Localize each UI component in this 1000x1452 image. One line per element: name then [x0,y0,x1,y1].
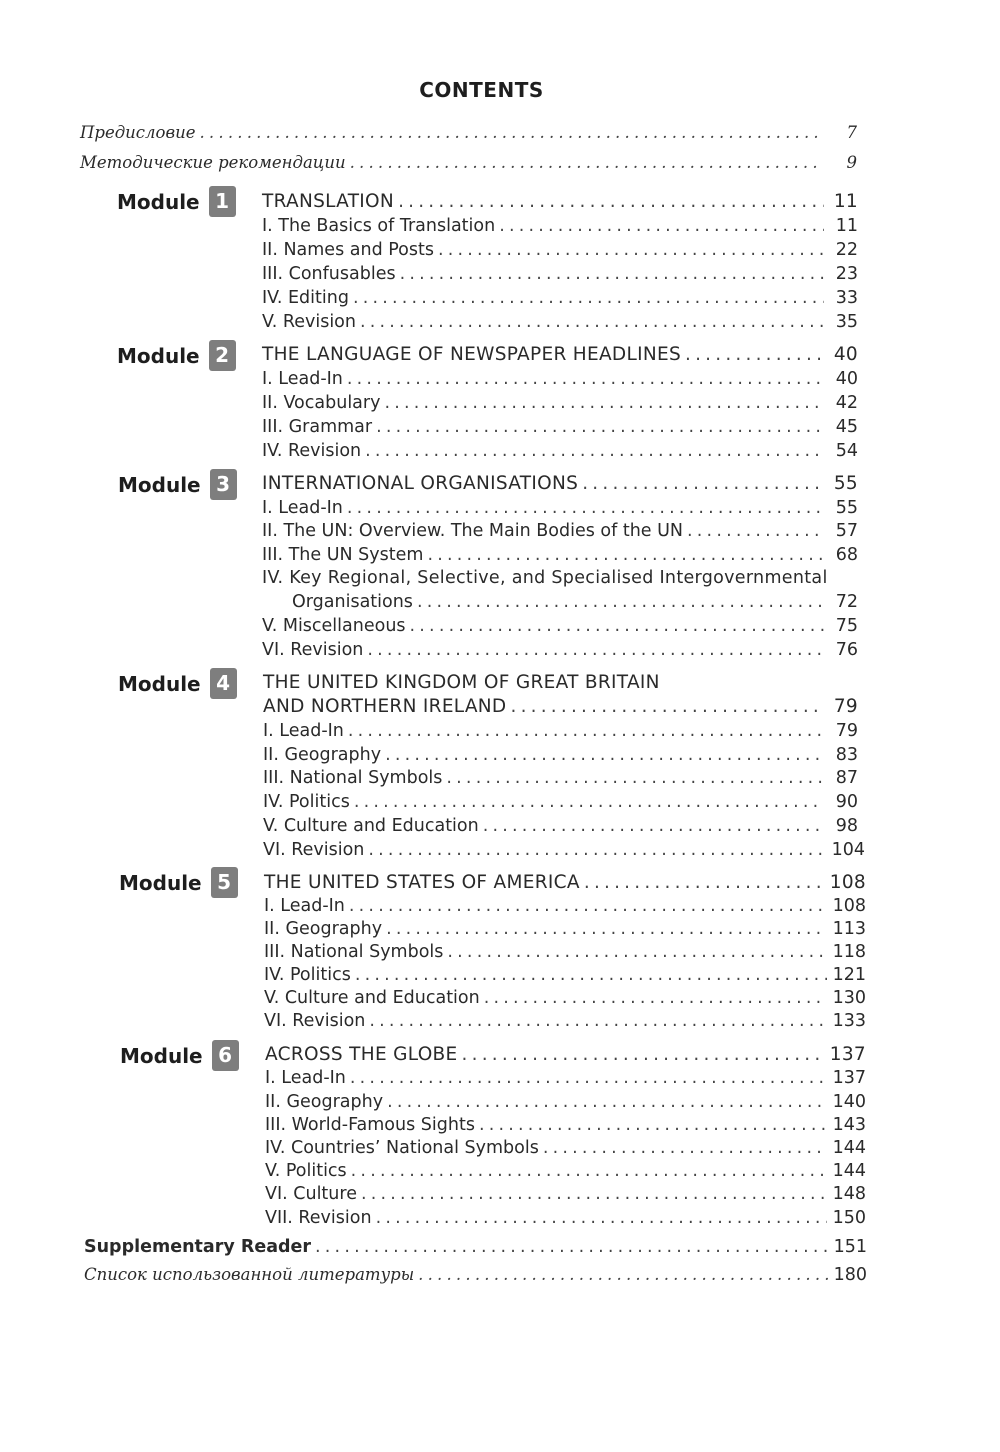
toc-entry-label: IV. Politics [264,965,351,985]
dot-leader [385,744,824,766]
toc-entry-page: 113 [832,919,866,939]
dot-leader [348,720,824,742]
toc-entry[interactable] [263,744,858,766]
toc-entry[interactable] [265,1160,866,1182]
toc-entry-page: 148 [832,1184,866,1204]
toc-entry-page: 144 [832,1161,866,1181]
section-page: 137 [829,1044,866,1065]
dot-leader [418,1264,827,1286]
toc-entry-page: 98 [835,816,858,836]
toc-entry-page: 45 [835,417,858,437]
toc-entry-page: 54 [835,441,858,461]
dot-leader [376,1207,827,1229]
module-4-title-line1: THE UNITED KINGDOM OF GREAT BRITAIN [263,672,660,693]
toc-entry-page: 57 [835,521,858,541]
dot-leader [369,1010,826,1032]
toc-entry-label: II. Vocabulary [262,393,381,413]
toc-entry[interactable] [262,392,858,414]
toc-entry-label: VI. Revision [262,640,364,660]
toc-entry-label: I. Lead-In [264,896,345,916]
toc-entry-page: 143 [832,1115,866,1135]
dot-leader [199,122,823,144]
dot-leader [398,191,824,213]
section-page: 108 [829,872,866,893]
toc-entry[interactable] [265,1137,866,1159]
toc-entry-label: I. Lead-In [262,498,343,518]
toc-entry[interactable] [265,1183,866,1205]
module-2-label [117,340,236,371]
dot-leader [349,895,827,917]
toc-entry-label: III. National Symbols [264,942,444,962]
toc-entry-label: I. The Basics of Translation [262,216,496,236]
toc-entry[interactable] [262,520,858,542]
module-number-badge: 6 [212,1040,239,1071]
toc-entry-page: 104 [831,840,865,860]
toc-entry-label: III. National Symbols [263,768,443,788]
toc-entry-page: 118 [832,942,866,962]
toc-entry-page: 75 [835,616,858,636]
module-1-label [117,186,236,217]
toc-entry-page: 79 [835,721,858,741]
dot-leader [315,1236,828,1258]
module-6-label [120,1040,239,1071]
toc-entry[interactable] [262,615,858,637]
toc-entry-label: Предисловие [80,123,196,142]
toc-entry-page: 180 [833,1265,867,1285]
toc-entry-label: Organisations [292,592,413,612]
dot-leader [462,1044,824,1066]
dot-leader [368,839,825,861]
dot-leader [354,791,824,813]
toc-entry-label: VI. Revision [264,1011,366,1031]
section-page: 79 [833,696,858,717]
section-title: ACROSS THE GLOBE [265,1044,458,1065]
toc-entry-page: 151 [833,1237,867,1257]
toc-entry-page: 55 [835,498,858,518]
toc-entry-page: 23 [835,264,858,284]
dot-leader [510,696,824,718]
dot-leader [367,639,824,661]
toc-entry-page: 137 [832,1068,866,1088]
dot-leader [446,767,824,789]
toc-entry[interactable] [263,839,865,861]
module-number-badge: 3 [210,469,237,500]
toc-entry-label: III. Confusables [262,264,396,284]
dot-leader [417,591,824,613]
section-title: AND NORTHERN IRELAND [263,696,507,717]
toc-entry[interactable] [292,591,858,613]
toc-entry-label: Supplementary Reader [84,1237,312,1257]
section-title: THE UNITED STATES OF AMERICA [264,872,580,893]
toc-entry[interactable] [264,987,866,1009]
toc-entry[interactable] [262,287,858,309]
dot-leader [484,987,827,1009]
toc-entry-label: V. Politics [265,1161,347,1181]
toc-entry[interactable] [262,263,858,285]
toc-entry[interactable] [262,368,858,390]
toc-entry-label: IV. Revision [262,441,362,461]
dot-leader [355,964,827,986]
toc-entry-label: III. Grammar [262,417,373,437]
toc-entry[interactable] [263,815,858,837]
toc-entry-page: 150 [832,1208,866,1228]
section-title: INTERNATIONAL ORGANISATIONS [262,473,579,494]
toc-entry-label: VI. Revision [263,840,365,860]
toc-entry-page: 144 [832,1138,866,1158]
toc-entry-label: II. Geography [263,745,382,765]
toc-entry-page: 87 [835,768,858,788]
toc-entry-label: V. Revision [262,312,356,332]
toc-entry-page: 22 [835,240,858,260]
toc-entry[interactable] [262,239,858,261]
module-1-title[interactable] [262,191,858,213]
toc-entry[interactable] [263,767,858,789]
dot-leader [479,1114,827,1136]
dot-leader [387,1091,827,1113]
dot-leader [384,392,824,414]
dot-leader [351,1160,827,1182]
toc-entry[interactable] [265,1091,866,1113]
dot-leader [483,815,824,837]
toc-entry[interactable] [265,1067,866,1089]
toc-entry[interactable] [264,1010,866,1032]
dot-leader [584,872,824,894]
dot-leader [361,1183,827,1205]
dot-leader [582,473,824,495]
toc-entry-label: II. Geography [265,1092,384,1112]
toc-entry-label: Методические рекомендации [80,153,346,172]
dot-leader [410,615,824,637]
toc-entry-label: IV. Countries’ National Symbols [265,1138,539,1158]
dot-leader [400,263,824,285]
module-number-badge: 1 [209,186,236,217]
toc-entry-page: 108 [832,896,866,916]
module-word: Module [117,189,200,214]
dot-leader [499,215,824,237]
toc-entry-page: 83 [835,745,858,765]
dot-leader [427,544,824,566]
toc-entry[interactable] [264,918,866,940]
toc-entry-page: 121 [832,965,866,985]
module-word: Module [119,870,202,895]
module-3-label [118,469,237,500]
toc-entry-page: 33 [835,288,858,308]
toc-entry-label: VI. Culture [265,1184,357,1204]
toc-entry[interactable] [262,311,858,333]
toc-entry[interactable] [262,639,858,661]
toc-entry[interactable] [265,1207,866,1229]
toc-entry-page: 35 [835,312,858,332]
toc-entry-label: V. Miscellaneous [262,616,406,636]
module-4-title[interactable] [263,696,858,718]
module-number-badge: 2 [209,340,236,371]
module-word: Module [118,472,201,497]
section-page: 55 [833,473,858,494]
toc-entry-label: IV. Editing [262,288,349,308]
dot-leader [685,344,824,366]
module-number-badge: 5 [211,867,238,898]
toc-entry-page: 76 [835,640,858,660]
dot-leader [360,311,824,333]
toc-entry-page: 72 [835,592,858,612]
dot-leader [347,368,824,390]
dot-leader [350,1067,827,1089]
dot-leader [350,152,823,174]
dot-leader [447,941,826,963]
toc-entry[interactable] [264,895,866,917]
toc-entry-page: 130 [832,988,866,1008]
module-6-title[interactable] [265,1044,866,1066]
module-word: Module [117,343,200,368]
toc-entry-label: II. The UN: Overview. The Main Bodies of the UN [262,521,684,541]
dot-leader [376,416,824,438]
toc-entry-label: I. Lead-In [265,1068,346,1088]
toc-entry-label: III. The UN System [262,545,424,565]
toc-entry-label: I. Lead-In [263,721,344,741]
toc-entry[interactable] [80,152,857,174]
module-5-title[interactable] [264,872,866,894]
toc-entry-label: V. Culture and Education [264,988,480,1008]
toc-entry[interactable] [80,122,857,144]
toc-entry[interactable] [265,1114,866,1136]
toc-entry-page: 140 [832,1092,866,1112]
section-page: 40 [833,344,858,365]
dot-leader [386,918,827,940]
toc-entry-page: 7 [846,123,857,142]
dot-leader [365,440,824,462]
toc-entry[interactable] [262,497,858,519]
module-word: Module [120,1043,203,1068]
dot-leader [353,287,824,309]
toc-entry-page: 9 [846,153,857,172]
toc-entry-label: II. Names and Posts [262,240,434,260]
toc-entry[interactable] [264,941,866,963]
module-3-title[interactable] [262,473,858,495]
toc-entry[interactable] [263,791,858,813]
toc-entry[interactable] [262,440,858,462]
toc-entry-label: VII. Revision [265,1208,372,1228]
toc-entry-page: 133 [832,1011,866,1031]
toc-entry-page: 90 [835,792,858,812]
page-title: CONTENTS [419,78,544,102]
module-word: Module [118,671,201,696]
dot-leader [543,1137,827,1159]
toc-entry-page: 42 [835,393,858,413]
toc-entry-label-line1: IV. Key Regional, Selective, and Specialised Intergovernmental [262,568,828,588]
module-5-label [119,867,238,898]
toc-entry-page: 40 [835,369,858,389]
module-2-title[interactable] [262,344,858,366]
toc-entry-label: V. Culture and Education [263,816,479,836]
module-4-label [118,668,237,699]
toc-entry[interactable] [264,964,866,986]
toc-entry-label: I. Lead-In [262,369,343,389]
dot-leader [438,239,824,261]
section-title: TRANSLATION [262,191,395,212]
toc-entry-page: 68 [835,545,858,565]
toc-entry-label: Список использованной литературы [84,1265,415,1284]
toc-entry[interactable] [262,215,858,237]
toc-entry-page: 11 [835,216,858,236]
toc-entry-label: III. World-Famous Sights [265,1115,475,1135]
toc-entry-label: IV. Politics [263,792,350,812]
section-title: THE LANGUAGE OF NEWSPAPER HEADLINES [262,344,682,365]
toc-entry-bibliography[interactable] [84,1264,867,1286]
toc-entry[interactable] [263,720,858,742]
module-number-badge: 4 [210,668,237,699]
toc-entry-label: II. Geography [264,919,383,939]
dot-leader [347,497,824,519]
toc-entry[interactable] [262,544,858,566]
toc-entry-supplementary-reader[interactable] [84,1236,867,1258]
toc-entry[interactable] [262,416,858,438]
section-page: 11 [833,191,858,212]
dot-leader [687,520,824,542]
